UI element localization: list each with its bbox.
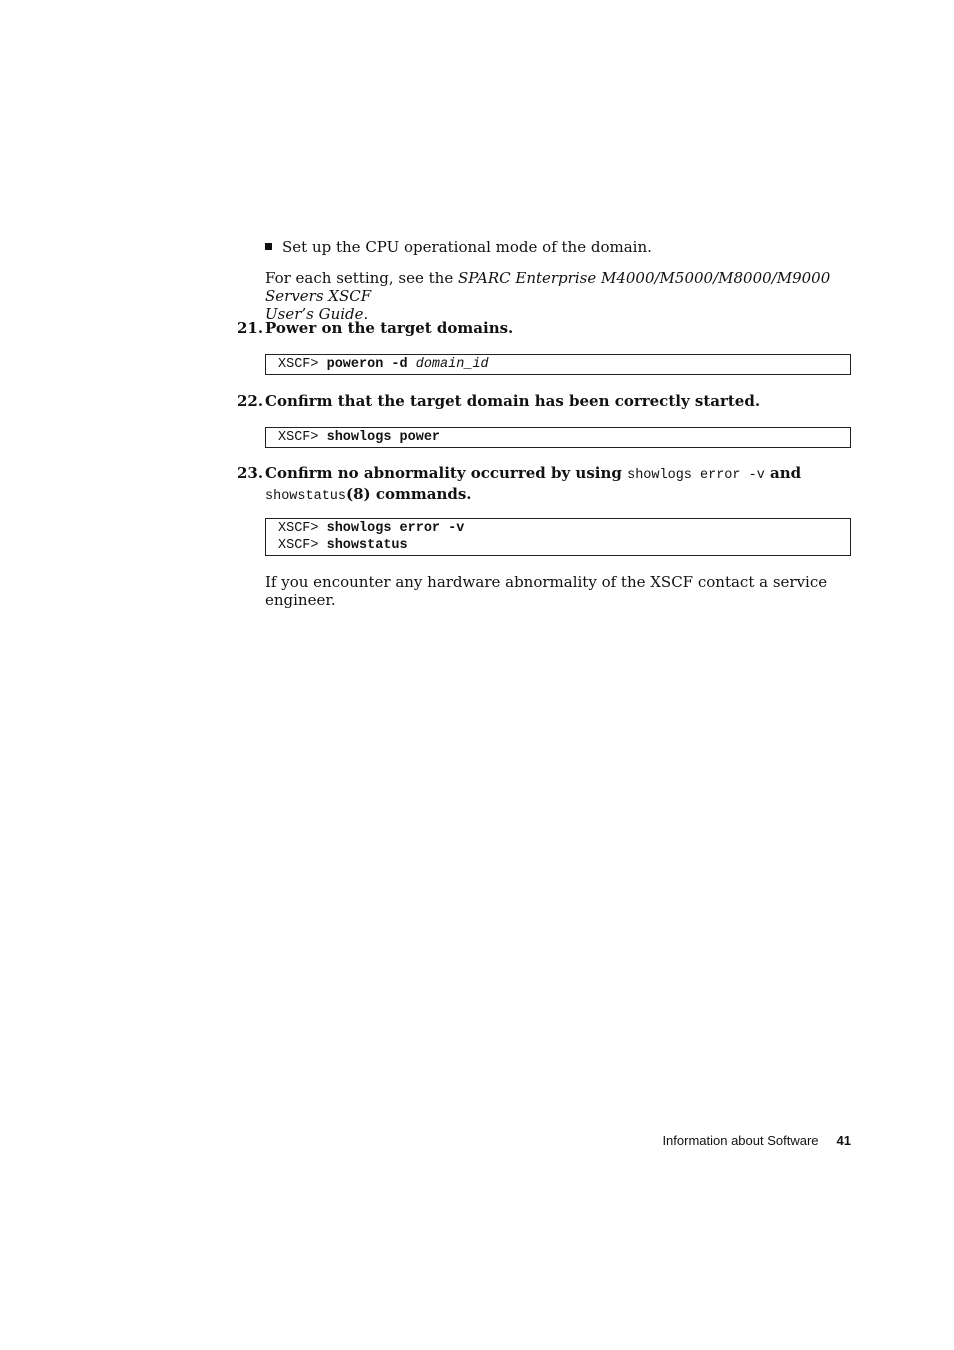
code-command: showstatus [326,538,408,553]
code-argument: domain_id [415,357,489,372]
footer-section-title: Information about Software [662,1133,819,1148]
setting-note [265,269,865,323]
guide-title-line2: User’s Guide [265,305,364,323]
code-block [265,427,851,448]
code-line [278,537,838,554]
page-footer [662,1133,851,1149]
code-prompt: XSCF> [278,538,327,553]
code-prompt: XSCF> [278,521,327,536]
step-number: 21. [237,319,264,337]
code-command: showlogs error -v [326,521,465,536]
code-block [265,518,851,556]
inline-code: showstatus [265,489,347,504]
step-heading: Power on the target domains. [265,319,514,337]
code-line [278,520,838,537]
code-block [265,354,851,375]
setting-note-suffix: . [363,305,369,323]
step-heading-text: Confirm no abnormality occurred by using [265,464,628,482]
step-heading: Confirm that the target domain has been correctly started. [265,392,761,410]
code-prompt: XSCF> [278,357,327,372]
step-heading [265,464,855,506]
step-number: 22. [237,392,264,410]
square-bullet-icon [265,243,272,250]
code-line [278,429,838,446]
bullet-text: Set up the CPU operational mode of the domain. [282,238,652,256]
guide-title-line1: SPARC Enterprise M4000/M5000/M8000/M9000 Servers XSCF [265,269,831,305]
inline-code: showlogs error -v [627,468,765,483]
bullet-item [265,238,865,256]
setting-note-prefix: For each setting, see the [265,269,458,287]
code-line [278,356,838,373]
code-command: poweron -d [326,357,416,372]
code-command: showlogs power [326,430,441,445]
code-prompt: XSCF> [278,430,327,445]
step-heading-text: and [764,464,802,482]
closing-paragraph: If you encounter any hardware abnormality of the XSCF contact a service engineer. [265,573,828,609]
page-number: 41 [836,1133,851,1148]
step-heading-text: (8) commands. [346,485,472,503]
step-number: 23. [237,464,264,482]
